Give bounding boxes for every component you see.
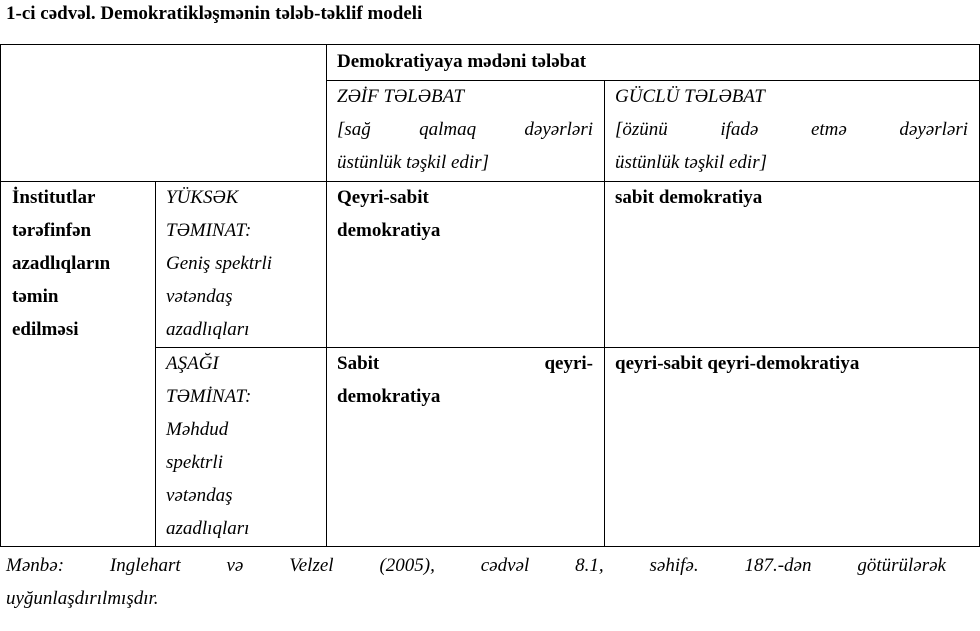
cell-high-strong: sabit demokratiya <box>615 187 763 208</box>
low-supply-line: Məhdud <box>166 419 229 440</box>
source-line1: Mənbə: Inglehart və Velzel (2005), cədvəl 8.1, səhifə. 187.-dən götürülərək <box>6 555 946 576</box>
row-header-institutions <box>12 181 150 346</box>
low-supply-line: spektrli <box>166 452 223 473</box>
cell-high-weak-line1: Qeyri-sabit <box>337 187 429 208</box>
strong-demand-label: GÜCLÜ TƏLƏBAT <box>615 86 765 107</box>
low-supply-line: vətəndaş <box>166 485 233 506</box>
low-supply-cell <box>166 347 322 545</box>
cell-low-weak <box>337 347 593 413</box>
row-header-line: İnstitutlar <box>12 187 96 208</box>
table-border-bottom <box>0 546 980 547</box>
weak-demand-desc-line2: üstünlük təşkil edir] <box>337 152 489 173</box>
high-supply-line: vətəndaş <box>166 286 233 307</box>
row-header-line: edilməsi <box>12 319 79 340</box>
high-supply-line: azadlıqları <box>166 319 250 340</box>
source-note <box>6 549 946 615</box>
table-rule-col2 <box>326 44 327 547</box>
low-supply-line: TƏMİNAT: <box>166 386 252 407</box>
row-header-line: azadlıqların <box>12 253 111 274</box>
source-line2: uyğunlaşdırılmışdır. <box>6 588 159 609</box>
low-supply-line: azadlıqları <box>166 518 250 539</box>
strong-demand-desc-line2: üstünlük təşkil edir] <box>615 152 767 173</box>
table-title: 1-ci cədvəl. Demokratikləşmənin tələb-təklif modeli <box>6 3 423 24</box>
high-supply-line: Geniş spektrli <box>166 253 273 274</box>
table-rule-col1 <box>155 181 156 547</box>
weak-demand-label: ZƏİF TƏLƏBAT <box>337 86 465 107</box>
high-supply-line: YÜKSƏK <box>166 187 239 208</box>
cell-high-weak-line2: demokratiya <box>337 220 441 241</box>
low-supply-line: AŞAĞI <box>166 353 219 374</box>
strong-demand-cell <box>615 80 968 179</box>
cell-low-weak-line1: Sabit qeyri- <box>337 353 593 374</box>
weak-demand-cell <box>337 80 593 179</box>
row-header-line: tərəfinfən <box>12 220 92 241</box>
strong-demand-desc-line1: [özünü ifadə etmə dəyərləri <box>615 119 968 140</box>
cell-low-strong: qeyri-sabit qeyri-demokratiya <box>615 353 860 374</box>
cell-high-weak <box>337 181 593 247</box>
high-supply-cell <box>166 181 322 346</box>
table-rule-col3 <box>604 80 605 547</box>
table-border-left <box>0 44 1 547</box>
high-supply-line: TƏMINAT: <box>166 220 252 241</box>
header-cultural-demand: Demokratiyaya mədəni tələbat <box>337 51 587 72</box>
row-header-line: təmin <box>12 286 59 307</box>
cell-low-weak-line2: demokratiya <box>337 386 441 407</box>
weak-demand-desc-line1: [sağ qalmaq dəyərləri <box>337 119 593 140</box>
